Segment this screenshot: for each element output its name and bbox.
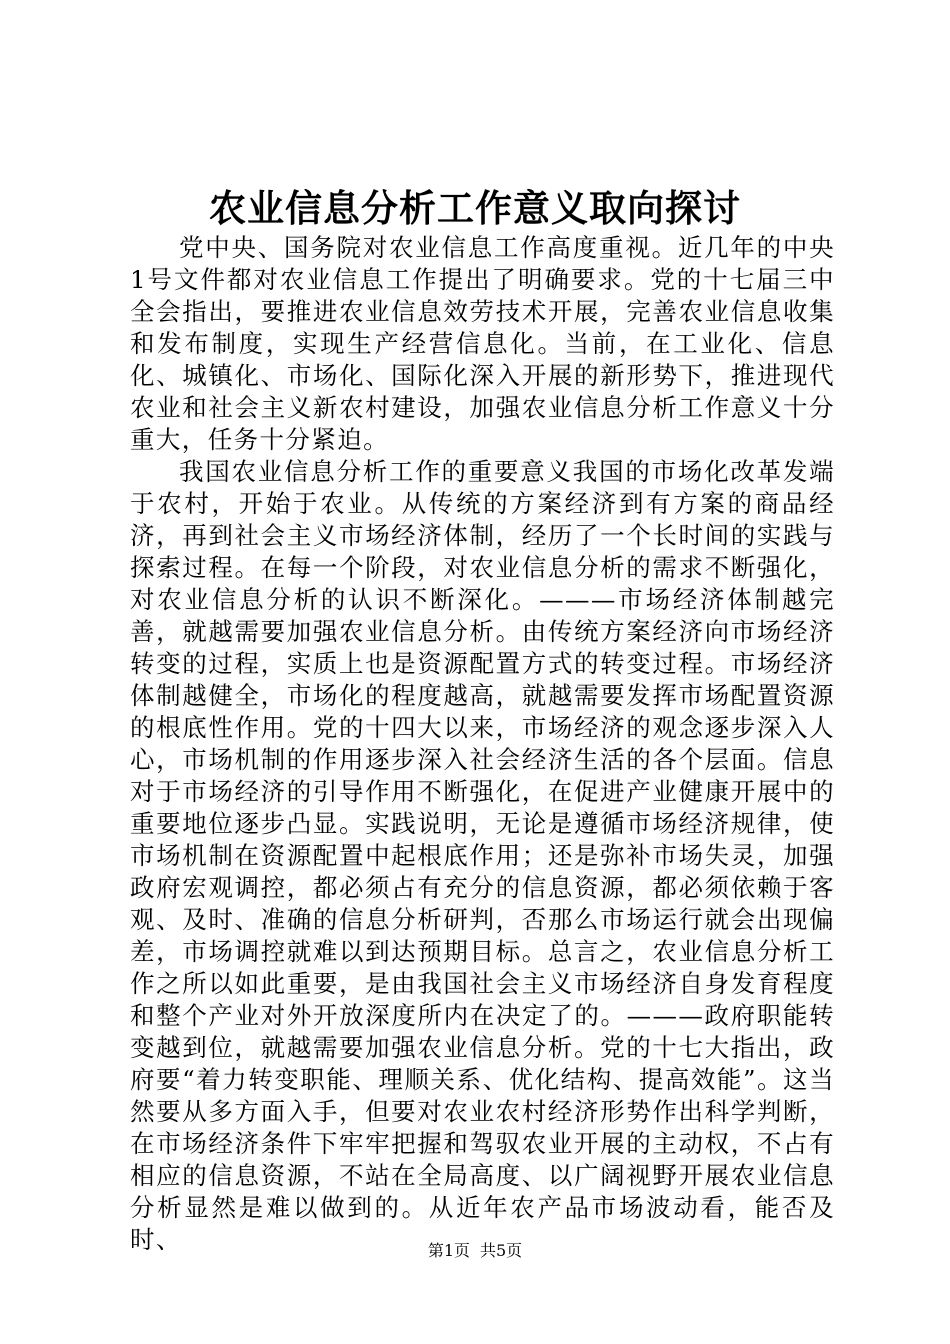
document-title: 农业信息分析工作意义取向探讨 (209, 186, 741, 230)
document-body (130, 232, 835, 1256)
page-total: 共5页 (480, 1241, 523, 1260)
paragraph-significance: 我国农业信息分析工作的重要意义我国的市场化改革发端于农村，开始于农业。从传统的方案经济到有方案的商品经济，再到社会主义市场经济体制，经历了一个长时间的实践与探索过程。在每一个阶段，对农业信息分析的需求不断强化，对农业信息分析的认识不断深化。———市场经济体制越完善，就越需要加强农业信息分析。由传统方案经济向市场经济转变的过程，实质上也是资源配置方式的转变过程。市场经济体制越健全，市场化的程度越高，就越需要发挥市场配置资源的根底性作用。党的十四大以来，市场经济的观念逐步深入人心，市场机制的作用逐步深入社会经济生活的各个层面。信息对于市场经济的引导作用不断强化，在促进产业健康开展中的重要地位逐步凸显。实践说明，无论是遵循市场经济规律，使市场机制在资源配置中起根底作用；还是弥补市场失灵，加强政府宏观调控，都必须占有充分的信息资源，都必须依赖于客观、及时、准确的信息分析研判，否那么市场运行就会出现偏差，市场调控就难以到达预期目标。总言之，农业信息分析工作之所以如此重要，是由我国社会主义市场经济自身发育程度和整个产业对外开放深度所内在决定了的。———政府职能转变越到位，就越需要加强农业信息分析。党的十七大指出，政府要“着力转变职能、理顺关系、优化结构、提高效能”。这当然要从多方面入手，但要对农业农村经济形势作出科学判断，在市场经济条件下牢牢把握和驾驭农业开展的主动权，不占有相应的信息资源，不站在全局高度、以广阔视野开展农业信息分析显然是难以做到的。从近年农产品市场波动看，能否及时、 (130, 457, 835, 1254)
paragraph-intro: 党中央、国务院对农业信息工作高度重视。近几年的中央1号文件都对农业信息工作提出了明确要求。党的十七届三中全会指出，要推进农业信息效劳技术开展，完善农业信息收集和发布制度，实现生产经营信息化。当前，在工业化、信息化、城镇化、市场化、国际化深入开展的新形势下，推进现代农业和社会主义新农村建设，加强农业信息分析工作意义十分重大，任务十分紧迫。 (130, 233, 835, 454)
page-number: 第1页 (427, 1241, 470, 1260)
page-footer (0, 1240, 950, 1262)
